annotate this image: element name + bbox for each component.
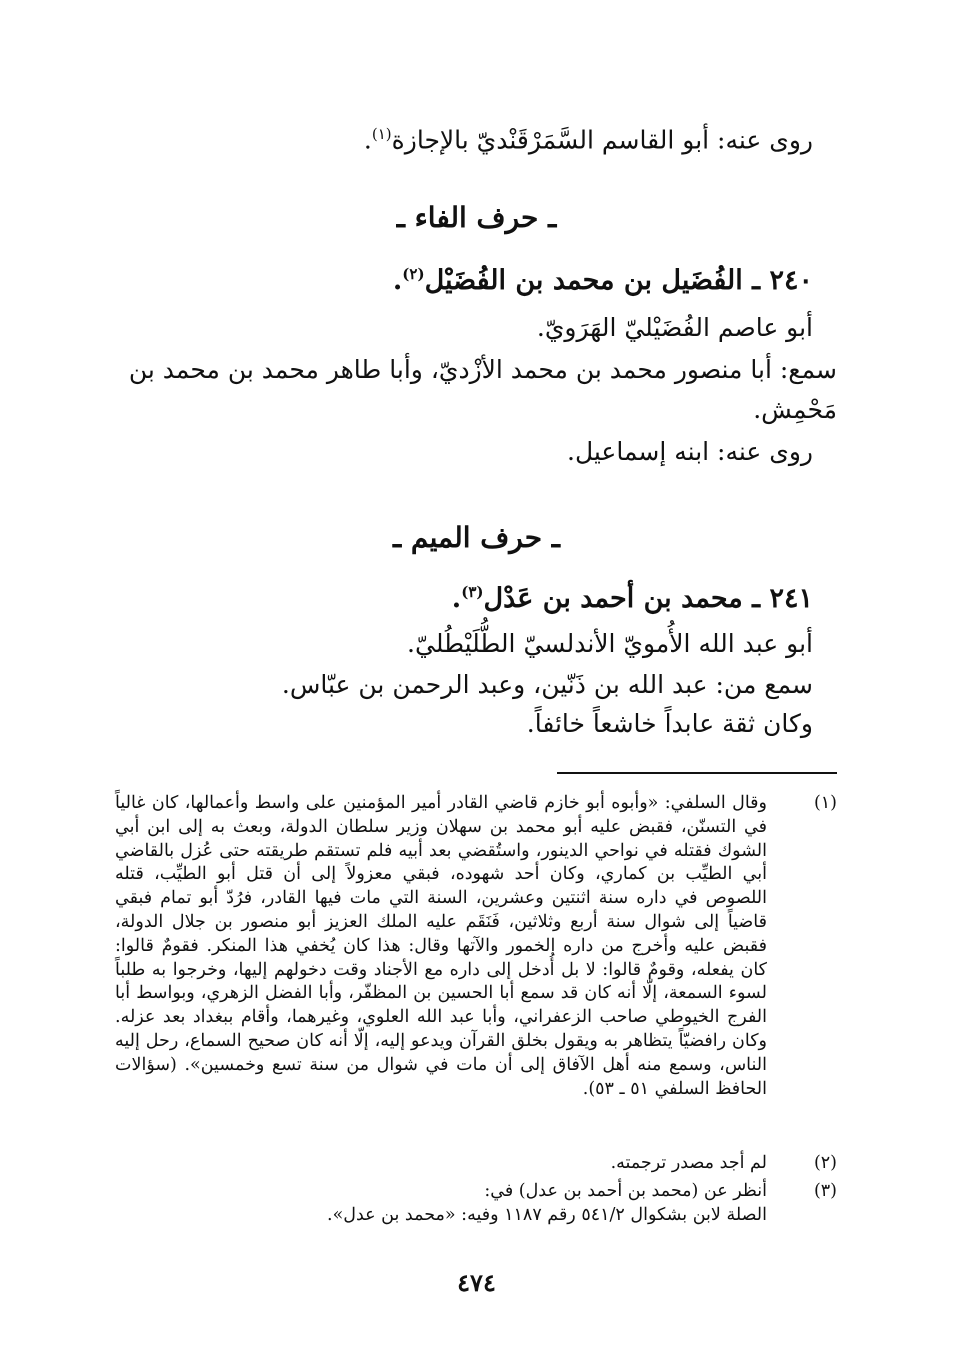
entry-241-name: ٢٤١ ـ محمد بن أحمد بن عَدْل (483, 583, 813, 614)
section-heading-fa: ـ حرف الفاء ـ (396, 201, 557, 234)
narrator-text: روى عنه: أبو القاسم السَّمَرْقَنْديّ بالإجازة (391, 125, 813, 155)
entry-241-title (123, 574, 813, 617)
footnote-text: أنظر عن (محمد بن أحمد بن عدل) في: (484, 1181, 767, 1201)
entry-240-heard-line-1: سمع: أبا منصور محمد بن محمد الأزْديّ، وأبا طاهر محمد بن محمد بن (128, 355, 837, 384)
footnote-1 (115, 792, 837, 1101)
footnote-number: (٣) (813, 1181, 837, 1201)
footnote-separator (557, 772, 837, 774)
footnote-text: لم أجد مصدر ترجمته. (610, 1153, 767, 1173)
entry-241-note: وكان ثقة عابداً خاشعاً خائفاً. (526, 709, 813, 738)
entry-240-name: ٢٤٠ ـ الفُضَيل بن محمد بن الفُضَيْل (424, 265, 813, 296)
entry-240-kunya: أبو عاصم الفُضَيْليّ الهَرَويّ. (536, 313, 813, 342)
entry-240-title (123, 256, 813, 299)
entry-240-narrated: روى عنه: ابنه إسماعيل. (567, 437, 813, 466)
footnote-text: وقال السلفي: «وأبوه أبو خازم قاضي القادر أمير المؤمنين على واسط وأعمالها، كان غالياً في التسنّن، فقبض عليه أبو محمد بن سهلان وزير سلطان الدولة، وبعث به إلى ابن أبي الشوك فقتله في نواحي الدينور، واستُقضي بعد أبيه فلم تستقم طريقته حتى عُزل بالقاضي أبي الطيِّب بن كماري، وكان أحد شهوده، فبقي معزولاً إلى أن قتل أبو الطيِّب، قتله اللصوص في داره سنة اثنتين وعشرين، السنة التي مات فيها القادر، فرُدّ أبو تمام فبقي قاضياً إلى شوال سنة أربع وثلاثين، فَنَقَم عليه الملك العزيز أبو منصور بن جلال الدولة، فقبض عليه وأخرج من داره الخمور والآتها وقال: هذا كان يُخفي هذا المنكر. فقومٌ قالوا: كان يفعله، وقومٌ قالوا: لا بل أُدخل إلى داره مع الأجناد وقت دخولهم إليها، وخرجوا به طلباً لسوء السمعة، إلّا أنه كان قد سمع أبا الحسين بن المظفّر، وأبا الفضل الزهري، وبواسط أبا الفرج الخيوطي صاحب الزعفراني، وأبا عبد الله العلوي، وغيرهما، وأقام ببغداد بعد عزله. وكان رافضيّاً يتظاهر به ويقول بخلق القرآن ويدعو إليه، إلّا أنه كان صحيح السماع، رحل إليه الناس، وسمع منه أهل الآفاق إلى أن مات في شوال من سنة تسع وخمسين». (سؤالات الحافظ السلفي ٥١ ـ ٥٣). (115, 793, 767, 1099)
entry-240-heard-line-2: مَحْمِش. (753, 395, 837, 424)
footnote-source: الصلة لابن بشكوال ٥٤١/٢ رقم ١١٨٧ وفيه: «محمد بن عدل». (327, 1204, 767, 1225)
footnote-ref-1: (١) (371, 125, 392, 143)
narrator-line (123, 116, 813, 158)
period: . (392, 265, 403, 296)
footnote-ref-3: (٣) (461, 583, 484, 601)
page-number: ٤٧٤ (457, 1268, 496, 1297)
entry-241-kunya: أبو عبد الله الأُمويّ الأندلسيّ الطُّلَيْطُليّ. (407, 629, 813, 658)
footnote-2 (115, 1152, 837, 1176)
period: . (363, 125, 372, 155)
footnote-ref-2: (٢) (402, 265, 425, 283)
period: . (451, 583, 462, 614)
footnote-number: (١) (813, 793, 837, 813)
section-heading-mim: ـ حرف الميم ـ (392, 521, 560, 554)
entry-241-heard: سمع من: عبد الله بن ذَنّين، وعبد الرحمن بن عبّاس. (281, 670, 813, 699)
footnote-3 (115, 1180, 837, 1228)
footnote-number: (٢) (813, 1153, 837, 1173)
